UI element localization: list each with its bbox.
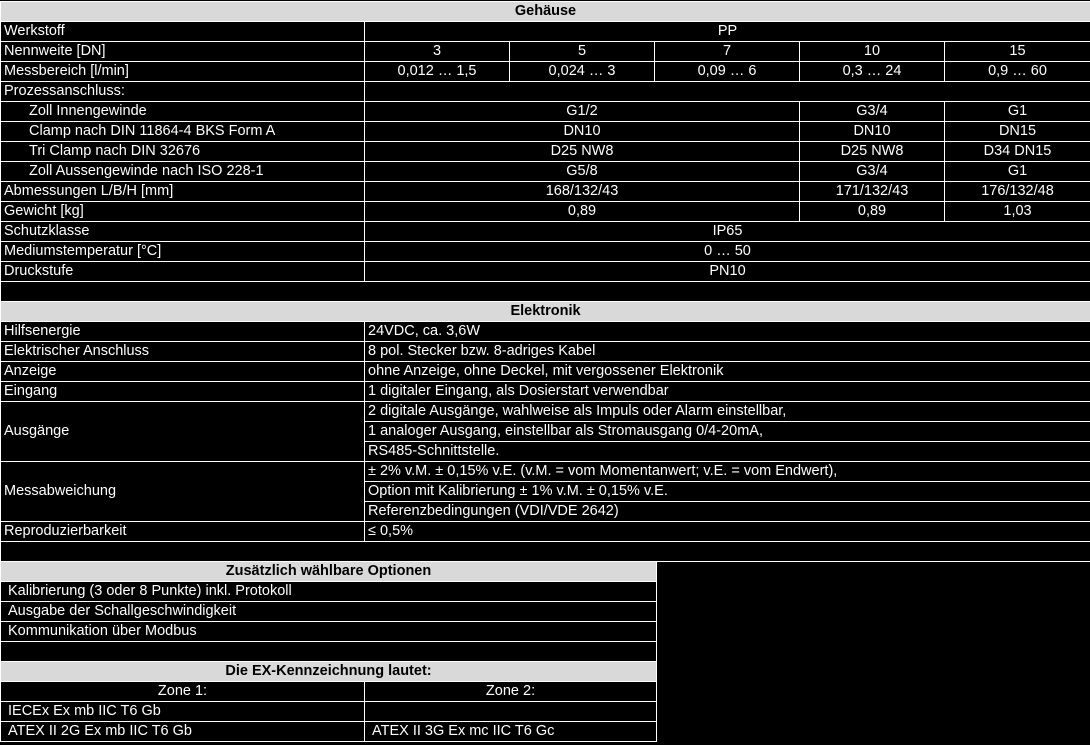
row-value: G1 <box>945 102 1090 122</box>
row-value: 0,89 <box>800 202 945 222</box>
row-value: 0 … 50 <box>365 242 1090 262</box>
row-label: Reproduzierbarkeit <box>1 522 365 542</box>
spec-table <box>0 1 1090 562</box>
table-row <box>1 702 657 722</box>
row-label: Tri Clamp nach DIN 32676 <box>1 142 365 162</box>
section-header-ex <box>1 662 657 682</box>
row-value: 0,024 … 3 <box>510 62 655 82</box>
row-label: Zoll Aussengewinde nach ISO 228-1 <box>1 162 365 182</box>
section-title: Elektronik <box>1 302 1090 322</box>
table-row <box>1 82 1090 102</box>
row-value: 24VDC, ca. 3,6W <box>365 322 1090 342</box>
row-label: Mediumstemperatur [°C] <box>1 242 365 262</box>
row-value: 1,03 <box>945 202 1090 222</box>
table-row <box>1 202 1090 222</box>
table-row <box>1 262 1090 282</box>
option-item: Ausgabe der Schallgeschwindigkeit <box>1 602 657 622</box>
table-row <box>1 42 1090 62</box>
row-value: 1 digitaler Eingang, als Dosierstart verwendbar <box>365 382 1090 402</box>
row-label: Eingang <box>1 382 365 402</box>
spacer-row <box>1 542 1090 562</box>
row-label: Clamp nach DIN 11864-4 BKS Form A <box>1 122 365 142</box>
section-header-elektronik <box>1 302 1090 322</box>
option-item: Kalibrierung (3 oder 8 Punkte) inkl. Protokoll <box>1 582 657 602</box>
row-label: Prozessanschluss: <box>1 82 365 102</box>
row-label: Messabweichung <box>1 462 365 522</box>
row-label: Gewicht [kg] <box>1 202 365 222</box>
row-value: 10 <box>800 42 945 62</box>
table-row <box>1 182 1090 202</box>
row-value: 0,012 … 1,5 <box>365 62 510 82</box>
table-row <box>1 722 657 742</box>
table-row <box>1 522 1090 542</box>
row-value: PN10 <box>365 262 1090 282</box>
row-value: 0,89 <box>365 202 800 222</box>
row-value: ohne Anzeige, ohne Deckel, mit vergossener Elektronik <box>365 362 1090 382</box>
table-row <box>1 142 1090 162</box>
row-label: Nennweite [DN] <box>1 42 365 62</box>
spacer-cell <box>1 642 657 662</box>
zone2-value: ATEX II 3G Ex mc IIC T6 Gc <box>365 722 657 742</box>
row-label: Druckstufe <box>1 262 365 282</box>
row-label: Messbereich [l/min] <box>1 62 365 82</box>
row-value: 0,3 … 24 <box>800 62 945 82</box>
row-value: DN10 <box>365 122 800 142</box>
row-value: G1 <box>945 162 1090 182</box>
section-title: Gehäuse <box>1 2 1090 22</box>
row-value: G3/4 <box>800 102 945 122</box>
option-item: Kommunikation über Modbus <box>1 622 657 642</box>
table-row <box>1 322 1090 342</box>
row-label: Ausgänge <box>1 402 365 462</box>
list-item <box>1 602 657 622</box>
table-row <box>1 222 1090 242</box>
spacer-cell <box>1 282 1090 302</box>
spacer-row <box>1 642 657 662</box>
row-value: DN10 <box>800 122 945 142</box>
row-value: D25 NW8 <box>800 142 945 162</box>
table-row <box>1 382 1090 402</box>
table-row <box>1 682 657 702</box>
spacer-cell <box>1 542 1090 562</box>
row-value: 8 pol. Stecker bzw. 8-adriges Kabel <box>365 342 1090 362</box>
list-item <box>1 622 657 642</box>
table-row <box>1 102 1090 122</box>
row-value: 15 <box>945 42 1090 62</box>
row-value: Option mit Kalibrierung ± 1% v.M. ± 0,15% v.E. <box>365 482 1090 502</box>
row-value: 171/132/43 <box>800 182 945 202</box>
options-table <box>0 561 657 742</box>
row-label: Elektrischer Anschluss <box>1 342 365 362</box>
row-value: PP <box>365 22 1090 42</box>
row-value: 3 <box>365 42 510 62</box>
row-value-empty <box>365 82 1090 102</box>
row-value: ± 2% v.M. ± 0,15% v.E. (v.M. = vom Momentanwert; v.E. = vom Endwert), <box>365 462 1090 482</box>
row-value: 0,09 … 6 <box>655 62 800 82</box>
row-value: DN15 <box>945 122 1090 142</box>
row-label: Abmessungen L/B/H [mm] <box>1 182 365 202</box>
table-row <box>1 22 1090 42</box>
list-item <box>1 582 657 602</box>
section-header-gehaeuse <box>1 2 1090 22</box>
row-value: Referenzbedingungen (VDI/VDE 2642) <box>365 502 1090 522</box>
row-label: Werkstoff <box>1 22 365 42</box>
row-value: 7 <box>655 42 800 62</box>
row-value: RS485-Schnittstelle. <box>365 442 1090 462</box>
table-row <box>1 162 1090 182</box>
table-row <box>1 62 1090 82</box>
row-label: Hilfsenergie <box>1 322 365 342</box>
zone2-value <box>365 702 657 722</box>
row-label: Anzeige <box>1 362 365 382</box>
section-title: Zusätzlich wählbare Optionen <box>1 562 657 582</box>
row-label: Schutzklasse <box>1 222 365 242</box>
table-row <box>1 342 1090 362</box>
table-row <box>1 362 1090 382</box>
row-value: 5 <box>510 42 655 62</box>
spacer-row <box>1 282 1090 302</box>
row-value: ≤ 0,5% <box>365 522 1090 542</box>
row-value: 2 digitale Ausgänge, wahlweise als Impuls oder Alarm einstellbar, <box>365 402 1090 422</box>
row-value: 176/132/48 <box>945 182 1090 202</box>
row-label: Zoll Innengewinde <box>1 102 365 122</box>
row-value: 0,9 … 60 <box>945 62 1090 82</box>
row-value: 168/132/43 <box>365 182 800 202</box>
section-title: Die EX-Kennzeichnung lautet: <box>1 662 657 682</box>
row-value: 1 analoger Ausgang, einstellbar als Stromausgang 0/4-20mA, <box>365 422 1090 442</box>
zone1-header: Zone 1: <box>1 682 365 702</box>
row-value: D25 NW8 <box>365 142 800 162</box>
table-row <box>1 242 1090 262</box>
section-header-optionen <box>1 562 657 582</box>
zone1-value: IECEx Ex mb IIC T6 Gb <box>1 702 365 722</box>
row-value: G3/4 <box>800 162 945 182</box>
row-value: IP65 <box>365 222 1090 242</box>
row-value: D34 DN15 <box>945 142 1090 162</box>
zone1-value: ATEX II 2G Ex mb IIC T6 Gb <box>1 722 365 742</box>
row-value: G1/2 <box>365 102 800 122</box>
table-row <box>1 462 1090 482</box>
table-row <box>1 402 1090 422</box>
zone2-header: Zone 2: <box>365 682 657 702</box>
table-row <box>1 122 1090 142</box>
row-value: G5/8 <box>365 162 800 182</box>
